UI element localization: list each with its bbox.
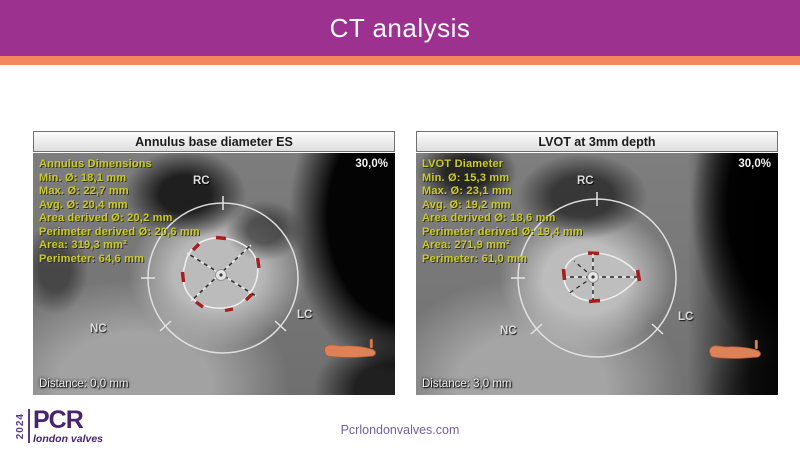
ct-panel-annulus bbox=[33, 131, 395, 395]
centroid-dot bbox=[591, 275, 594, 278]
distance-readout: Distance: 0,0 mm bbox=[39, 378, 129, 390]
panel-title-lvot: LVOT at 3mm depth bbox=[416, 131, 778, 152]
ct-panel-lvot bbox=[416, 131, 778, 395]
cusp-label-rc: RC bbox=[193, 175, 210, 187]
measurement-line: Max. Ø: 23,1 mm bbox=[422, 185, 512, 197]
page-title: CT analysis bbox=[329, 12, 471, 43]
centroid-dot bbox=[219, 273, 222, 276]
logo-subtitle: london valves bbox=[33, 432, 104, 445]
distance-readout: Distance: 3,0 mm bbox=[422, 378, 512, 390]
website-text: Pcrlondonvalves.com bbox=[340, 423, 460, 437]
measurement-line: Min. Ø: 15,3 mm bbox=[422, 171, 510, 184]
ct-scan-lvot bbox=[416, 153, 778, 395]
measurement-line: Annulus Dimensions bbox=[39, 158, 152, 170]
panel-title-annulus: Annulus base diameter ES bbox=[33, 131, 395, 152]
cusp-label-nc: NC bbox=[90, 323, 107, 335]
cusp-label-lc: LC bbox=[297, 309, 313, 321]
measurement-line: LVOT Diameter bbox=[422, 158, 504, 170]
cusp-label-nc: NC bbox=[500, 325, 517, 337]
ct-scan-annulus bbox=[33, 153, 395, 395]
cusp-label-rc: RC bbox=[577, 175, 594, 187]
measurement-line: Area derived Ø: 20,2 mm bbox=[39, 212, 173, 224]
measurement-line: Perimeter derived Ø: 19,4 mm bbox=[422, 225, 583, 238]
measurement-line: Min. Ø: 18,1 mm bbox=[39, 171, 127, 184]
accent-divider-bar bbox=[0, 56, 800, 65]
measurement-readout bbox=[422, 158, 583, 266]
logo-year: 2024 bbox=[15, 412, 26, 439]
patient-orientation-figure bbox=[324, 339, 375, 357]
measurement-line: Area: 319,3 mm² bbox=[39, 239, 127, 251]
slide-header-bar bbox=[0, 0, 800, 56]
measurement-line: Avg. Ø: 20,4 mm bbox=[39, 198, 128, 211]
measurement-readout bbox=[39, 158, 200, 266]
measurement-line: Perimeter derived Ø: 20,6 mm bbox=[39, 225, 200, 238]
zoom-level-badge: 30,0% bbox=[355, 158, 388, 170]
zoom-level-badge: 30,0% bbox=[738, 158, 771, 170]
cusp-label-lc: LC bbox=[678, 311, 694, 323]
measurement-line: Area: 271,9 mm² bbox=[422, 239, 510, 251]
logo-brand: PCR bbox=[33, 405, 83, 434]
measurement-line: Area derived Ø: 18,6 mm bbox=[422, 212, 556, 224]
measurement-line: Max. Ø: 22,7 mm bbox=[39, 185, 129, 197]
patient-orientation-figure bbox=[709, 340, 760, 358]
measurement-line: Avg. Ø: 19,2 mm bbox=[422, 198, 511, 211]
measurement-line: Perimeter: 61,0 mm bbox=[422, 252, 528, 265]
measurement-line: Perimeter: 64,6 mm bbox=[39, 252, 145, 265]
